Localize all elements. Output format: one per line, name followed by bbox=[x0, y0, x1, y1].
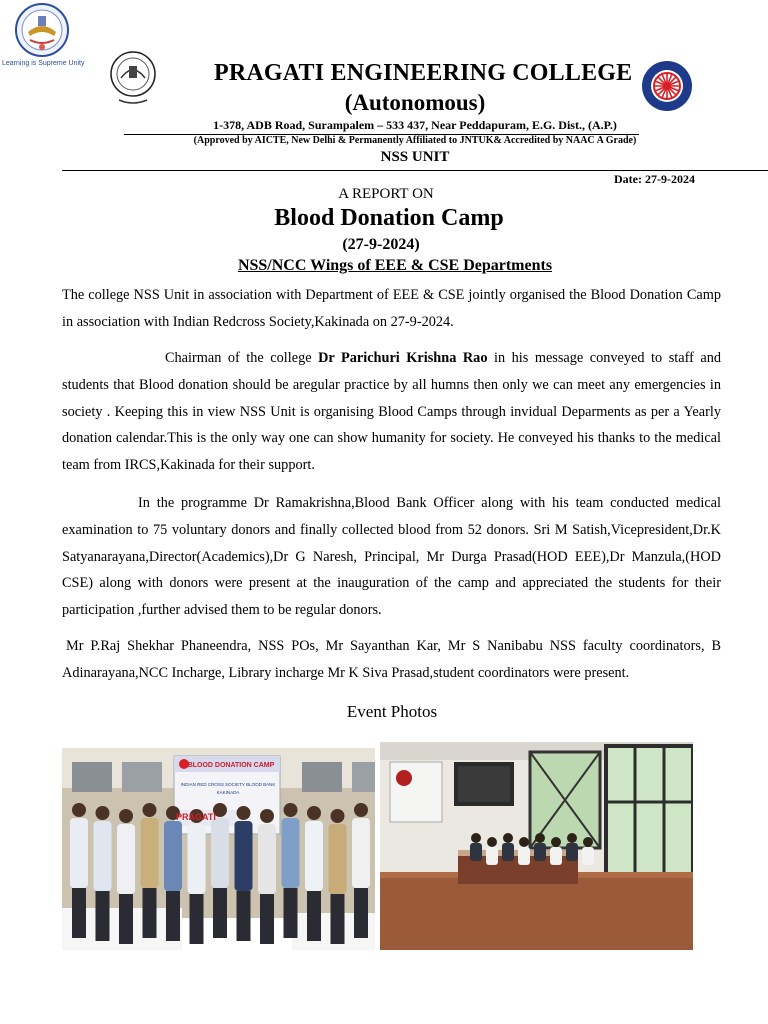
person-head bbox=[96, 806, 110, 820]
person-head bbox=[551, 837, 561, 847]
person-body bbox=[486, 847, 498, 865]
event-photo-desk bbox=[380, 742, 693, 950]
report-wings: NSS/NCC Wings of EEE & CSE Departments bbox=[237, 257, 553, 274]
event-photos-heading: Event Photos bbox=[346, 702, 438, 721]
person-body bbox=[518, 847, 530, 865]
person-body bbox=[235, 821, 253, 891]
report-date-label: Date: 27-9-2024 bbox=[614, 172, 695, 186]
person-body bbox=[566, 843, 578, 861]
person-head bbox=[119, 809, 133, 823]
banner-line1: INDIAN RED CROSS SOCIETY BLOOD BANK bbox=[180, 782, 276, 787]
person-body bbox=[141, 818, 159, 888]
person-legs bbox=[284, 888, 298, 938]
approval-line: (Approved by AICTE, New Delhi & Permanently Affiliated to JNTUK& Accredited by NAAC A Grade) bbox=[193, 135, 637, 146]
person-head bbox=[503, 833, 513, 843]
person-body bbox=[94, 821, 112, 891]
person-head bbox=[143, 803, 157, 817]
person-legs bbox=[307, 891, 321, 941]
person-head bbox=[72, 803, 86, 817]
person-body bbox=[470, 843, 482, 861]
person-head bbox=[487, 837, 497, 847]
event-photo-group bbox=[62, 748, 375, 950]
person-body bbox=[352, 818, 370, 888]
person-body bbox=[258, 824, 276, 894]
person-head bbox=[260, 809, 274, 823]
person-body bbox=[117, 824, 135, 894]
person-legs bbox=[331, 894, 345, 944]
logo-tagline: Learning is Supreme Unity bbox=[2, 60, 85, 67]
desk-photo-illustration bbox=[380, 742, 693, 950]
person-head bbox=[354, 803, 368, 817]
report-title: Blood Donation Camp bbox=[274, 205, 504, 231]
banner-line2: KAKINADA bbox=[216, 790, 240, 795]
paragraph-programme: In the programme Dr Ramakrishna,Blood Bank Officer along with his team conducted medical examination to 75 voluntary donors and finally collected blood from 52 donors. Sri M Satish,Vicepresident,Dr.K Satyanarayana,Director(Academics),Dr G Naresh, Principal, Mr Durga Prasad(HOD EEE),Dr Manzula,(HOD CSE) along with donors were present at the inauguration of the camp and appreciated the students for their participation ,further advised them to be regular donors. bbox=[62, 495, 721, 619]
college-name: PRAGATI ENGINEERING COLLEGE bbox=[214, 60, 633, 86]
college-address: 1-378, ADB Road, Surampalem – 533 437, Near Peddapuram, E.G. Dist., (A.P.) bbox=[213, 118, 617, 132]
person-legs bbox=[143, 888, 157, 938]
person-legs bbox=[72, 888, 86, 938]
person-head bbox=[307, 806, 321, 820]
paragraph-intro: The college NSS Unit in association with Department of EEE & CSE jointly organised the Blood Donation Camp in association with Indian Redcross Society,Kakinada on 27-9-2024. bbox=[62, 287, 721, 330]
person-legs bbox=[354, 888, 368, 938]
person-head bbox=[284, 803, 298, 817]
person-body bbox=[305, 821, 323, 891]
person-head bbox=[583, 837, 593, 847]
person-body bbox=[70, 818, 88, 888]
person-head bbox=[519, 837, 529, 847]
unit-title: NSS UNIT bbox=[380, 149, 450, 165]
person-head bbox=[331, 809, 345, 823]
paragraph-chairman-rest: in his message conveyed to staff and students that Blood donation should be aregular practice by all humns then only we can meet any emergencies in society . Keeping this in view NSS Unit is organising Blood Camps through invidual Deparments as per a Yearly donation calendar.This is the only way one can show humanity for society. He conveyed his thanks to the medical team from IRCS,Kakinada for their support. bbox=[62, 350, 721, 474]
paragraph-chairman bbox=[62, 345, 721, 479]
person-legs bbox=[119, 894, 133, 944]
person-head bbox=[567, 833, 577, 843]
college-emblem-icon bbox=[12, 2, 72, 58]
person-legs bbox=[237, 891, 251, 941]
header-divider-bottom bbox=[62, 170, 768, 171]
person-head bbox=[237, 806, 251, 820]
paragraph-chairman-lead: Chairman of the college bbox=[165, 350, 319, 366]
report-intro: A REPORT ON bbox=[338, 186, 434, 202]
report-event-date: (27-9-2024) bbox=[342, 236, 420, 253]
person-head bbox=[535, 833, 545, 843]
person-legs bbox=[166, 891, 180, 941]
person-body bbox=[550, 847, 562, 865]
person-body bbox=[188, 824, 206, 894]
person-body bbox=[211, 818, 229, 888]
person-body bbox=[534, 843, 546, 861]
person-body bbox=[582, 847, 594, 865]
person-head bbox=[471, 833, 481, 843]
person-body bbox=[164, 821, 182, 891]
group-photo-illustration bbox=[62, 748, 375, 950]
paragraph-coordinators: Mr P.Raj Shekhar Phaneendra, NSS POs, Mr Sayanthan Kar, Mr S Nanibabu NSS faculty coordinators, B Adinarayana,NCC Incharge, Library incharge Mr K Siva Prasad,student coordinators were present. bbox=[62, 638, 721, 681]
autonomous-label: (Autonomous) bbox=[344, 90, 486, 115]
person-body bbox=[329, 824, 347, 894]
person-legs bbox=[96, 891, 110, 941]
person-legs bbox=[213, 888, 227, 938]
person-legs bbox=[190, 894, 204, 944]
person-body bbox=[282, 818, 300, 888]
chairman-name: Dr Parichuri Krishna Rao bbox=[318, 350, 488, 366]
person-legs bbox=[260, 894, 274, 944]
banner-title: BLOOD DONATION CAMP bbox=[187, 762, 275, 769]
banner-brand: PRAGATI bbox=[176, 812, 216, 822]
person-body bbox=[502, 843, 514, 861]
